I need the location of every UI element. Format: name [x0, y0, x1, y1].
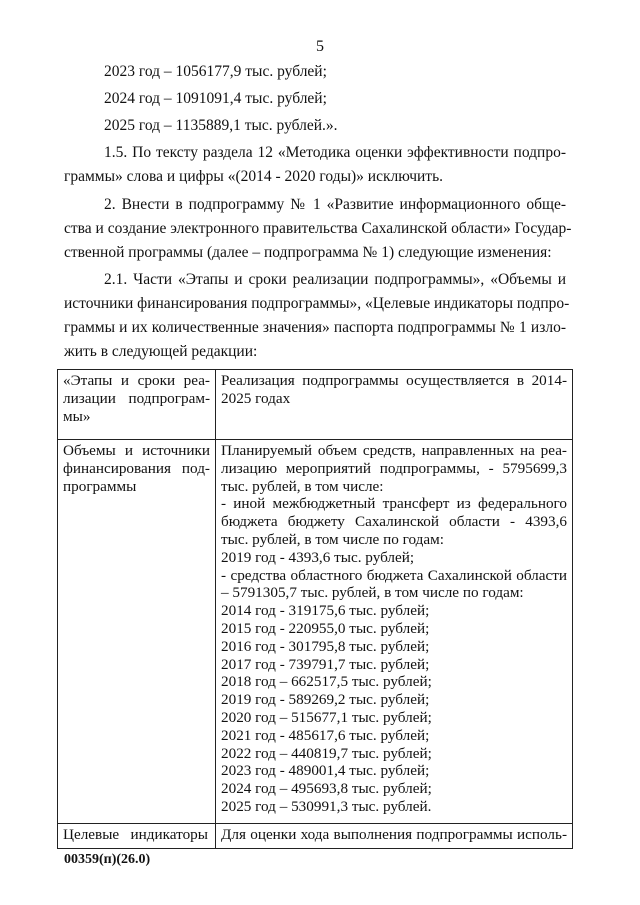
table-row: [58, 440, 573, 824]
cell-line: 2015 год - 220955,0 тыс. рублей;: [221, 619, 430, 637]
cell-line: Для оценки хода выполнения подпрограммы исполь-: [221, 825, 567, 843]
cell-line: 2019 год - 4393,6 тыс. рублей;: [221, 548, 415, 566]
cell-line: - средства областного бюджета Сахалинской области: [221, 566, 567, 584]
table-row: [58, 370, 573, 440]
passport-table: [57, 369, 573, 849]
cell-line: 2019 год - 589269,2 тыс. рублей;: [221, 691, 430, 709]
cell-line: лизации подпрограм-: [63, 389, 210, 407]
cell-line: 2022 год – 440819,7 тыс. рублей;: [221, 744, 432, 762]
page-number: 5: [316, 38, 324, 55]
cell-line: бюджета бюджету Сахалинской области - 4393,6: [221, 513, 567, 531]
cell-line: Целевые индикаторы: [63, 825, 208, 843]
cell-line: Объемы и источники: [63, 442, 210, 459]
text-line: источники финансирования подпрограммы», «Целевые индикаторы подпро-: [64, 295, 570, 312]
cell-line: «Этапы и сроки реа-: [63, 372, 210, 389]
cell-line: 2016 год - 301795,8 тыс. рублей;: [221, 637, 430, 655]
cell-line: – 5791305,7 тыс. рублей, в том числе по годам:: [221, 584, 524, 602]
cell-line: тыс. рублей, в том числе:: [221, 477, 384, 495]
cell-line: 2025 год – 530991,3 тыс. рублей.: [221, 797, 432, 815]
table-cell-label: [58, 823, 216, 848]
cell-line: 2025 годах: [221, 389, 291, 407]
cell-line: 2024 год – 495693,8 тыс. рублей;: [221, 780, 432, 798]
table-row: [58, 823, 573, 848]
text-line: граммы и их количественные значения» паспорта подпрограммы № 1 изло-: [64, 319, 566, 336]
text-line: жить в следующей редакции:: [64, 343, 258, 360]
table-cell-value: [216, 823, 573, 848]
document-code: 00359(п)(26.0): [64, 852, 151, 867]
table-cell-label: [58, 440, 216, 824]
cell-line: 2023 год - 489001,4 тыс. рублей;: [221, 762, 430, 780]
cell-line: тыс. рублей, в том числе по годам:: [221, 530, 444, 548]
cell-line: лизацию мероприятий подпрограммы, - 5795699,3: [221, 459, 567, 477]
text-line: 2.1. Части «Этапы и сроки реализации подпрограммы», «Объемы и: [104, 271, 566, 288]
cell-line: Планируемый объем средств, направленных на реа-: [221, 442, 567, 459]
cell-line: 2014 год - 319175,6 тыс. рублей;: [221, 602, 430, 620]
cell-line: финансирования под-: [63, 459, 210, 477]
table-cell-value: [216, 440, 573, 824]
text-line: 2025 год – 1135889,1 тыс. рублей.».: [104, 117, 338, 134]
cell-line: Реализация подпрограммы осуществляется в 2014-: [221, 372, 567, 389]
text-line: 2. Внести в подпрограмму № 1 «Развитие информационного обще-: [104, 196, 566, 213]
text-line: 2023 год – 1056177,9 тыс. рублей;: [104, 63, 327, 80]
text-line: 1.5. По тексту раздела 12 «Методика оценки эффективности подпро-: [104, 144, 566, 161]
cell-line: - иной межбюджетный трансферт из федерального: [221, 495, 567, 513]
cell-line: мы»: [63, 407, 91, 425]
text-line: граммы» слова и цифры «(2014 - 2020 годы)» исключить.: [64, 168, 444, 185]
cell-line: 2017 год - 739791,7 тыс. рублей;: [221, 655, 430, 673]
cell-line: 2021 год - 485617,6 тыс. рублей;: [221, 726, 430, 744]
cell-line: 2018 год – 662517,5 тыс. рублей;: [221, 673, 432, 691]
text-line: ственной программы (далее – подпрограмма № 1) следующие изменения:: [64, 244, 552, 261]
table-cell-value: [216, 370, 573, 440]
table-cell-label: [58, 370, 216, 440]
cell-line: 2020 год – 515677,1 тыс. рублей;: [221, 708, 432, 726]
cell-line: программы: [63, 477, 137, 495]
text-line: 2024 год – 1091091,4 тыс. рублей;: [104, 90, 327, 107]
text-line: ства и создание электронного правительства Сахалинской области» Государ-: [64, 220, 572, 237]
